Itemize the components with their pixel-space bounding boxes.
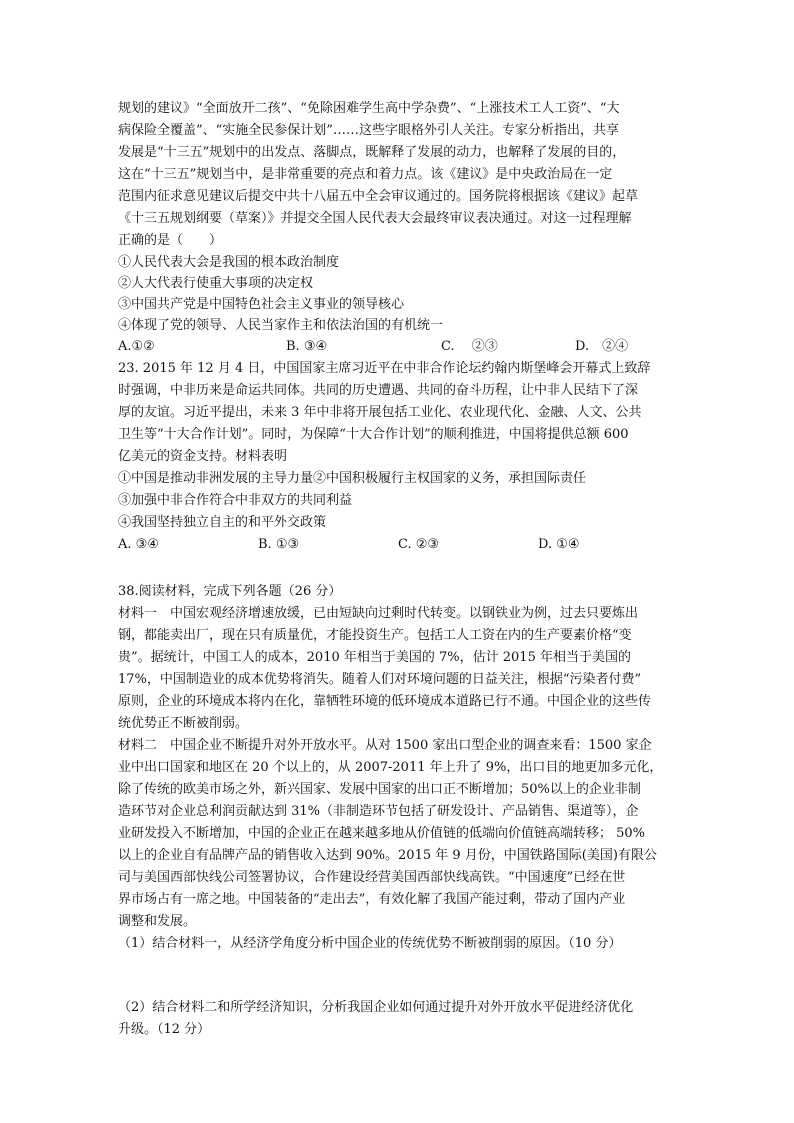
text-line: 亿美元的资金支持。材料表明 [118,449,288,464]
text-line: 原则，企业的环境成本将内在化，靠牺牲环境的低环境成本道路已行不通。中国企业的这些传 [118,694,652,709]
text-line: 材料一 中国宏观经济增速放缓，已由短缺向过剩时代转变。以钢铁业为例，过去只要炼出 [118,606,639,621]
option-a: A.①② [118,339,155,354]
text-line: 17%，中国制造业的成本优势将消失。随着人们对环境问题的日益关注，根据“污染者付费” [118,672,642,687]
text-line: 统优势正不断被削弱。 [118,716,249,731]
text-line: 正确的是（ ） [118,233,223,248]
text-line: 范围内征求意见建议后提交中共十八届五中全会审议通过的。国务院将根据该《建议》起草 [118,189,639,204]
option-d: D. ①④ [538,537,580,552]
option-c: C. ②③ [398,537,440,552]
text-line: 时强调，中非历来是命运共同体。共同的历史遭遇、共同的奋斗历程，让中非人民结下了深 [118,383,639,398]
text-line: 病保险全覆盖”、“实施全民参保计划”……这些字眼格外引人关注。专家分析指出，共享 [118,123,619,138]
text-line: 规划的建议》“全面放开二孩”、“免除困难学生高中学杂费”、“上涨技术工人工资”、“大 [118,101,620,116]
statement: ①中国是推动非洲发展的主导力量②中国积极履行主权国家的义务，承担国际责任 [118,471,587,486]
statement: ③中国共产党是中国特色社会主义事业的领导核心 [118,297,405,312]
text-line: 业中出口国家和地区在 20 个以上的，从 2007-2011 年上升了 9%，出口目的地更加多元化， [118,760,663,775]
sub-question-1: （1）结合材料一，从经济学角度分析中国企业的传统优势不断被削弱的原因。（10 分） [118,936,622,951]
statement: ③加强中非合作符合中非双方的共同利益 [118,493,353,508]
text-line: 除了传统的欧美市场之外，新兴国家、发展中国家的出口正不断增加；50%以上的企业非制 [118,782,641,797]
statement: ④体现了党的领导、人民当家作主和依法治国的有机统一 [118,318,444,333]
text-line: 卫生等“十大合作计划”。同时，为保障“十大合作计划”的顺利推进，中国将提供总额 600 [118,427,629,442]
text-line: 升级。（12 分） [118,1022,211,1037]
text-line: 贵”。据统计，中国工人的成本，2010 年相当于美国的 7%，估计 2015 年相当于美国的 [118,650,631,665]
text-line: 界市场占有一席之地。中国装备的“走出去”，有效化解了我国产能过剩，带动了国内产业 [118,892,626,907]
text-line: 材料二 中国企业不断提升对外开放水平。从对 1500 家出口型企业的调查来看：1500 家企 [118,738,652,753]
option-a: A. ③④ [118,537,159,552]
option-b: B. ①③ [258,537,300,552]
sub-question-2: （2）结合材料二和所学经济知识，分析我国企业如何通过提升对外开放水平促进经济优化 [118,1000,634,1015]
text-line: 调整和发展。 [118,914,197,929]
text-line: 造环节对企业总利润贡献达到 31%（非制造环节包括了研发设计、产品销售、渠道等），企 [118,804,639,819]
text-line: 《十三五规划纲要（草案）》并提交全国人民代表大会最终审议表决通过。对这一过程理解 [118,211,632,226]
option-c: C. ②③ [441,339,498,354]
statement: ①人民代表大会是我国的根本政治制度 [118,255,340,270]
option-d: D. ②④ [575,339,629,354]
option-b: B. ③④ [286,339,328,354]
statement: ④我国坚持独立自主的和平外交政策 [118,515,327,530]
text-line: 以上的企业自有品牌产品的销售收入达到 90%。2015 年 9 月份，中国铁路国际(美国)有限公 [118,848,657,863]
text-line: 发展是“十三五”规划中的出发点、落脚点，既解释了发展的动力，也解释了发展的目的， [118,145,626,160]
text-line: 厚的友谊。习近平提出，未来 3 年中非将开展包括工业化、农业现代化、金融、人文、公共 [118,405,642,420]
text-line: 业研发投入不断增加，中国的企业正在越来越多地从价值链的低端向价值链高端转移； 50% [118,826,646,841]
question-38-title: 38.阅读材料，完成下列各题（26 分） [118,584,342,599]
text-line: 钢，都能卖出厂，现在只有质量优，才能投资生产。包括工人工资在内的生产要素价格“变 [118,628,632,643]
text-line: 23. 2015 年 12 月 4 日，中国国家主席习近平在中非合作论坛约翰内斯堡峰会开幕式上致辞 [118,361,651,376]
statement: ②人大代表行使重大事项的决定权 [118,276,314,291]
text-line: 司与美国西部快线公司签署协议，合作建设经营美国西部快线高铁。“中国速度”已经在世 [118,870,626,885]
text-line: 这在“十三五”规划当中，是非常重要的亮点和着力点。该《建议》是中央政治局在一定 [118,167,613,182]
